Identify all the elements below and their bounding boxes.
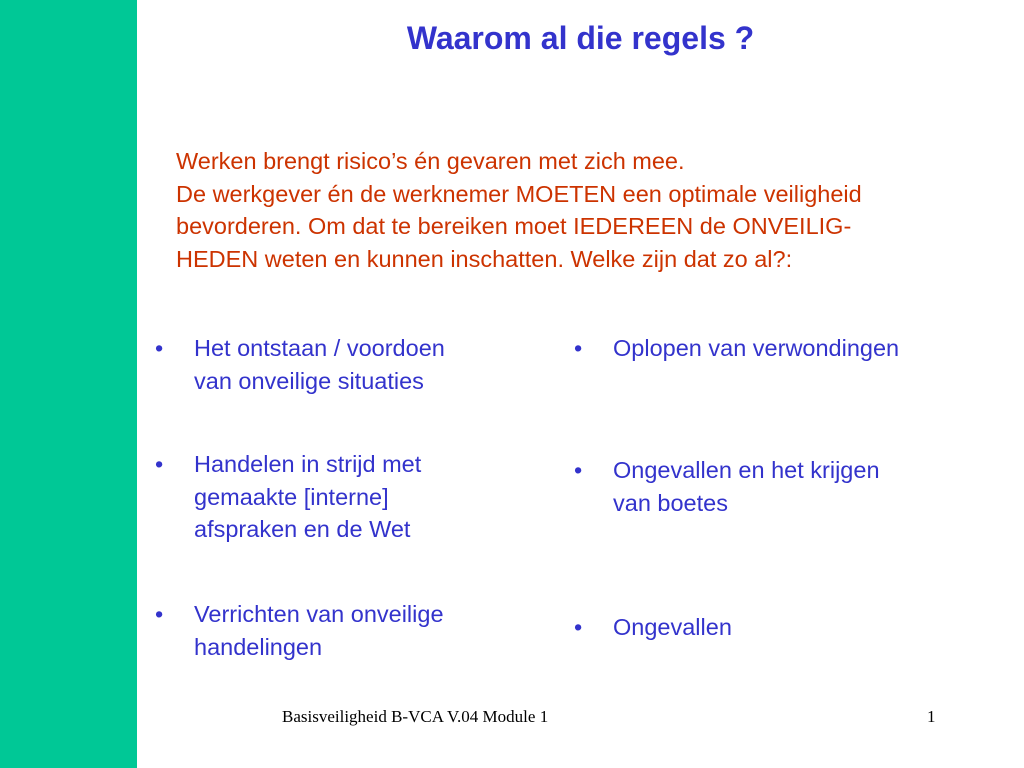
- list-item-line: van onveilige situaties: [194, 367, 424, 394]
- list-item-line: Ongevallen: [613, 614, 732, 640]
- list-item-line: handelingen: [194, 633, 323, 660]
- list-item-text: [613, 454, 994, 519]
- bullet-marker: •: [574, 457, 583, 483]
- list-item: [155, 332, 515, 397]
- slide-title: Waarom al die regels ?: [406, 20, 755, 56]
- list-item-text: [194, 448, 515, 546]
- list-item: [574, 332, 994, 365]
- list-item-line: van boetes: [613, 489, 728, 516]
- bullet-marker: •: [574, 614, 583, 640]
- list-item-line: gemaakte [interne]: [194, 483, 389, 510]
- list-item-text: [613, 611, 994, 644]
- footer-label: Basisveiligheid B-VCA V.04 Module 1: [282, 707, 549, 726]
- list-item-line: Handelen in strijd met: [194, 451, 422, 477]
- list-item: [574, 611, 994, 644]
- list-item-text: [194, 598, 515, 663]
- side-accent-bar: [0, 0, 137, 768]
- intro-line: De werkgever én de werknemer MOETEN een optimale veiligheid: [176, 180, 862, 207]
- intro-line: HEDEN weten en kunnen inschatten. Welke zijn dat zo al?:: [176, 245, 793, 272]
- list-item-line: Verrichten van onveilige: [194, 601, 444, 627]
- intro-line: Werken brengt risico’s én gevaren met zich mee.: [176, 148, 685, 174]
- list-item: [574, 454, 994, 519]
- list-item-text: [194, 332, 515, 397]
- bullet-marker: •: [155, 451, 164, 477]
- bullet-marker: •: [155, 335, 164, 361]
- intro-line: bevorderen. Om dat te bereiken moet IEDEREEN de ONVEILIG-: [176, 213, 852, 239]
- list-item: [155, 598, 515, 663]
- list-item-line: Het ontstaan / voordoen: [194, 335, 445, 361]
- intro-paragraph: [176, 145, 1016, 275]
- list-item: [155, 448, 515, 546]
- bullet-marker: •: [155, 601, 164, 627]
- list-item-text: [613, 332, 994, 365]
- list-item-line: afspraken en de Wet: [194, 516, 411, 542]
- list-item-line: Ongevallen en het krijgen: [613, 457, 880, 483]
- list-item-line: Oplopen van verwondingen: [613, 335, 900, 361]
- bullet-marker: •: [574, 335, 583, 361]
- page-number: 1: [927, 707, 936, 726]
